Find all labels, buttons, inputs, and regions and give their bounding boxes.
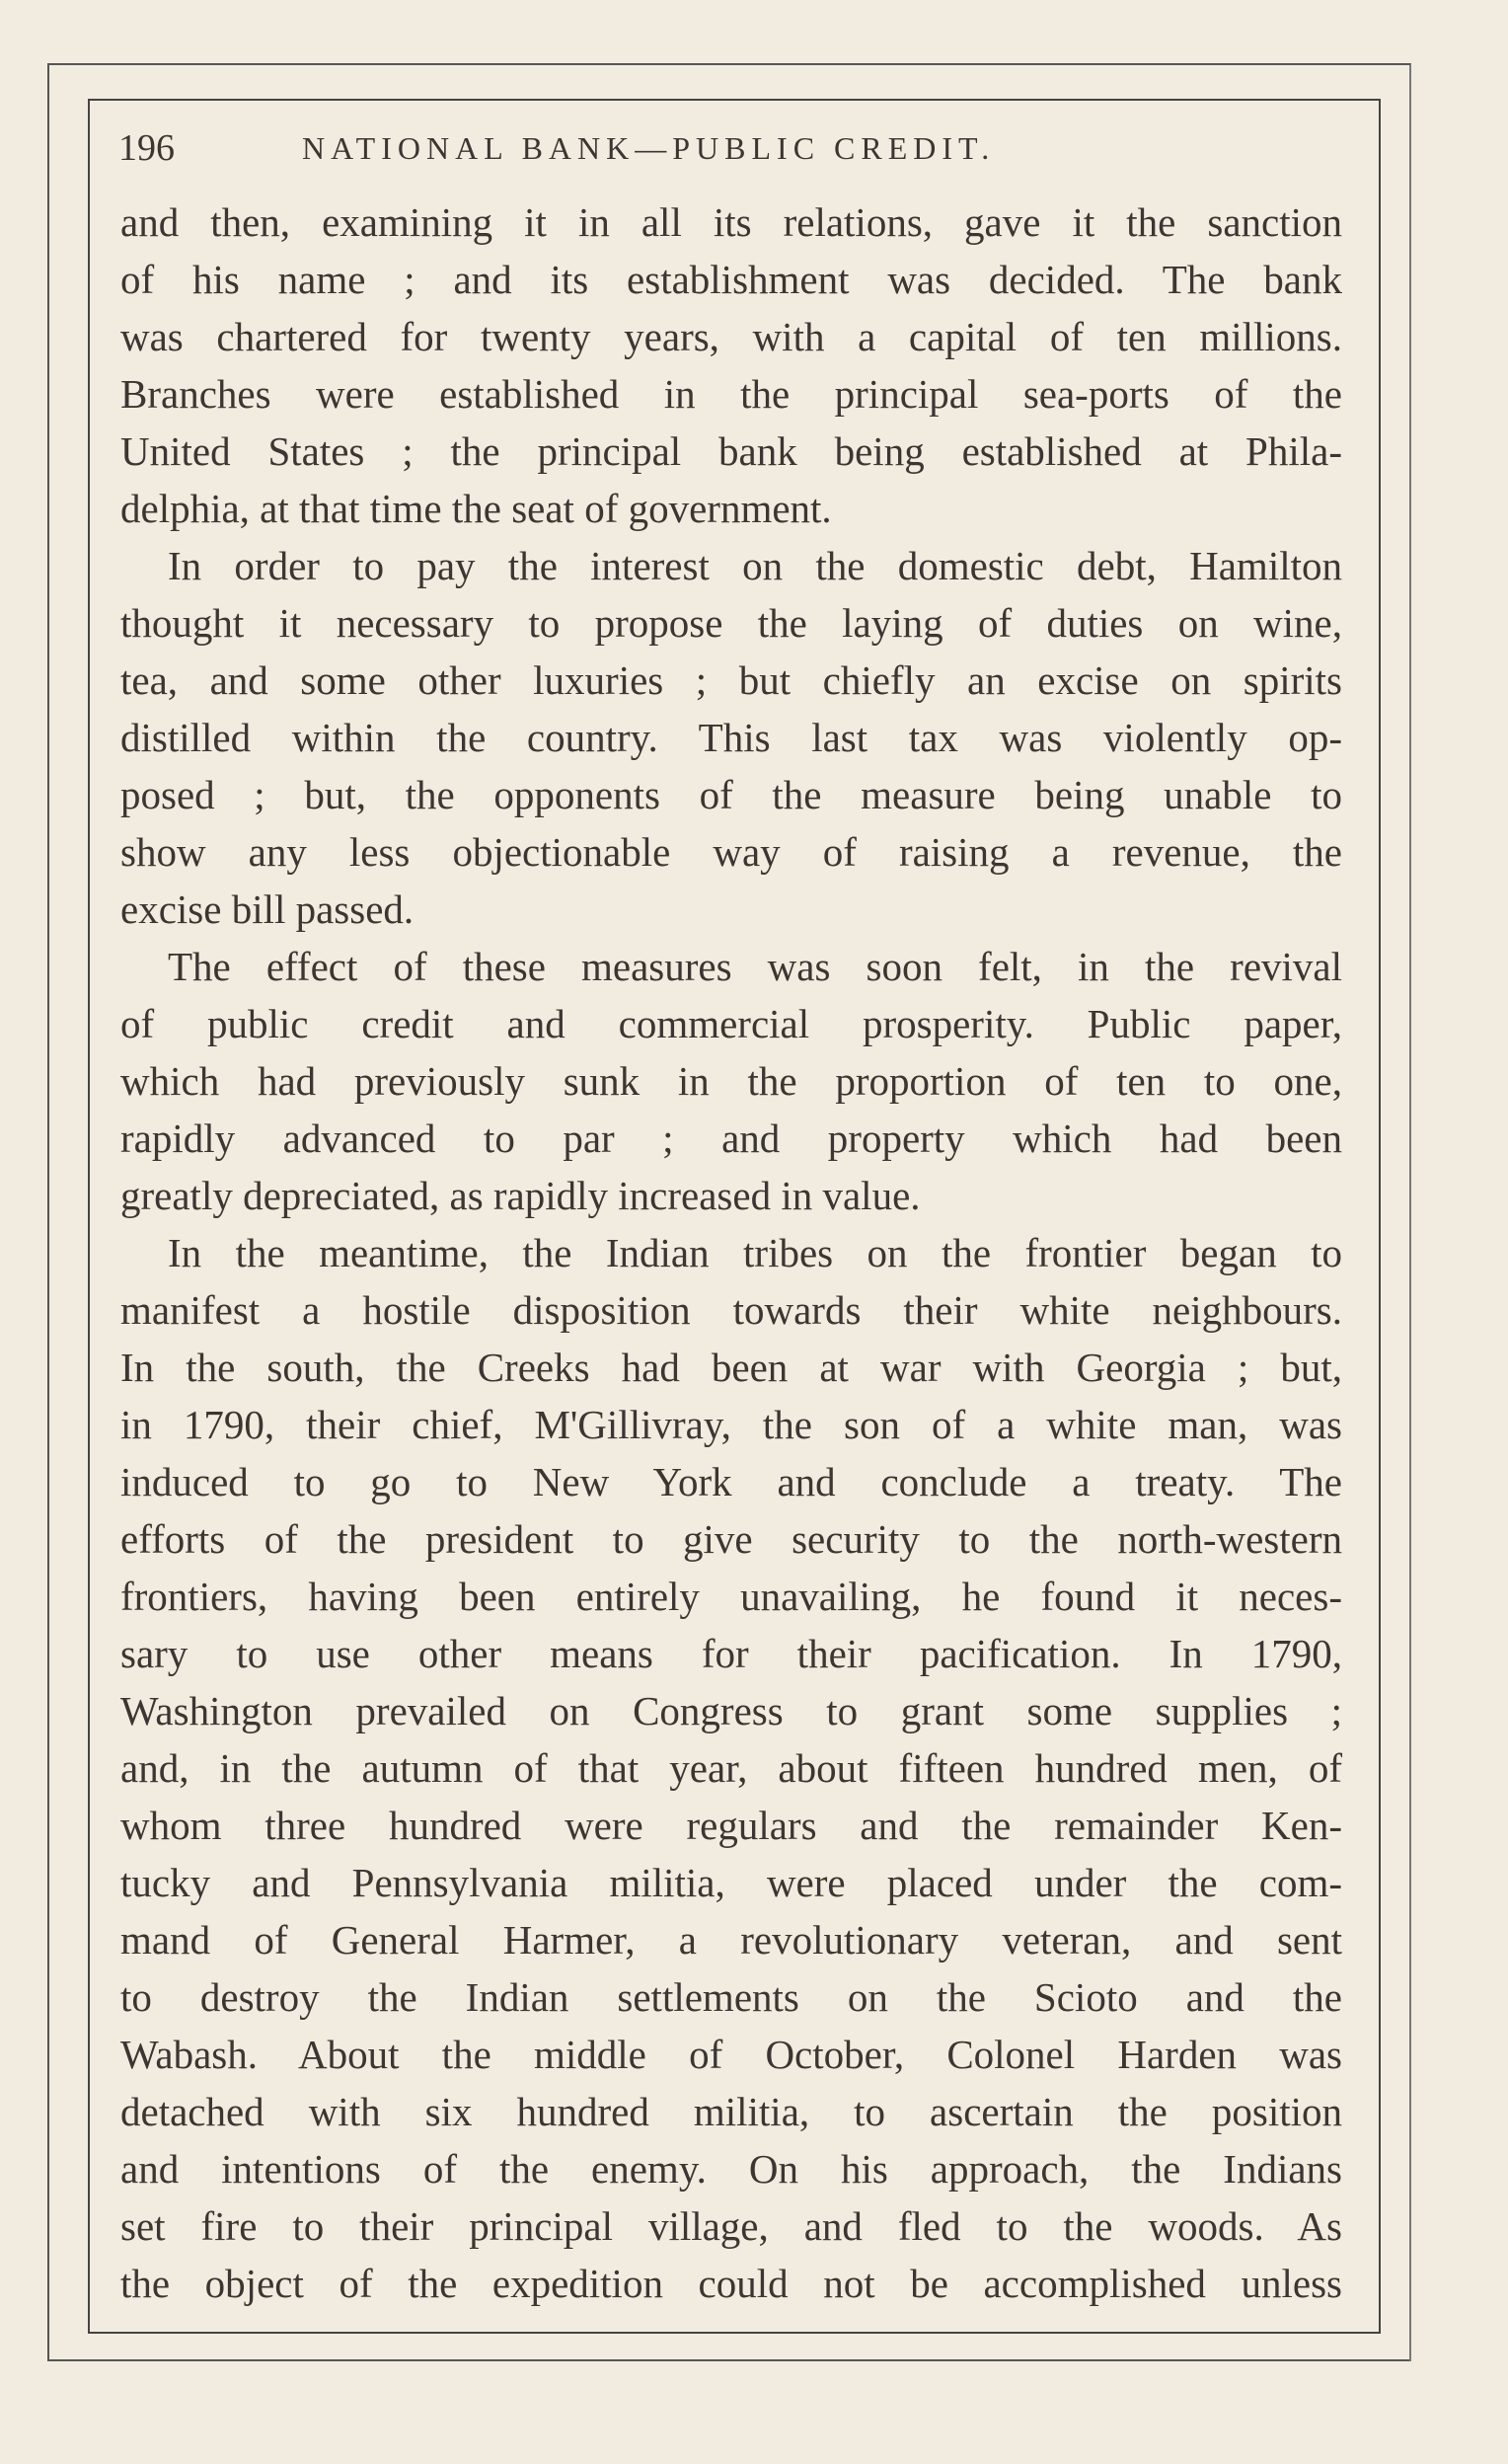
outer-bottom-rule [47, 2359, 1409, 2361]
text-line: in 1790, their chief, M'Gillivray, the son of a white man, was [120, 1402, 1342, 1447]
text-line: tucky and Pennsylvania militia, were placed under the com- [120, 1860, 1342, 1905]
text-line: tea, and some other luxuries ; but chiefly an excise on spirits [120, 657, 1342, 703]
text-line: which had previously sunk in the proportion of ten to one, [120, 1058, 1342, 1104]
text-line: of public credit and commercial prosperity. Public paper, [120, 1001, 1342, 1046]
text-line: greatly depreciated, as rapidly increased in value. [120, 1173, 921, 1218]
text-line: rapidly advanced to par ; and property which had been [120, 1116, 1342, 1161]
text-line: The effect of these measures was soon felt, in the revival [168, 944, 1342, 989]
text-line: excise bill passed. [120, 886, 415, 932]
page-header [118, 126, 1342, 176]
text-line: and, in the autumn of that year, about fifteen hundred men, of [120, 1745, 1342, 1791]
text-line: efforts of the president to give security to the north-western [120, 1516, 1342, 1562]
text-line: show any less objectionable way of raising a revenue, the [120, 829, 1342, 875]
running-head: NATIONAL BANK—PUBLIC CREDIT. [302, 130, 996, 166]
text-line: set fire to their principal village, and fled to the woods. As [120, 2203, 1342, 2249]
text-line: Washington prevailed on Congress to grant some supplies ; [120, 1688, 1342, 1733]
text-line: In the meantime, the Indian tribes on the frontier began to [168, 1230, 1342, 1275]
text-line: frontiers, having been entirely unavailing, he found it neces- [120, 1574, 1342, 1619]
body-text [120, 193, 1342, 2312]
text-line: the object of the expedition could not be accomplished unless [120, 2261, 1342, 2306]
text-line: to destroy the Indian settlements on the Scioto and the [120, 1974, 1342, 2020]
text-line: delphia, at that time the seat of government. [120, 486, 832, 531]
text-line: Branches were established in the principal sea-ports of the [120, 371, 1342, 417]
page-number: 196 [118, 127, 175, 169]
text-line: and intentions of the enemy. On his approach, the Indians [120, 2146, 1342, 2192]
text-line: of his name ; and its establishment was decided. The bank [120, 257, 1342, 302]
text-line: sary to use other means for their pacification. In 1790, [120, 1631, 1342, 1676]
text-line: and then, examining it in all its relations, gave it the sanction [120, 199, 1342, 245]
text-line: whom three hundred were regulars and the remainder Ken- [120, 1803, 1342, 1848]
text-line: In order to pay the interest on the domestic debt, Hamilton [168, 543, 1342, 588]
text-line: In the south, the Creeks had been at war with Georgia ; but, [120, 1345, 1342, 1390]
text-line: induced to go to New York and conclude a treaty. The [120, 1459, 1342, 1504]
text-line: manifest a hostile disposition towards their white neighbours. [120, 1287, 1342, 1333]
text-line: detached with six hundred militia, to ascertain the position [120, 2089, 1342, 2134]
text-line: was chartered for twenty years, with a capital of ten millions. [120, 314, 1342, 359]
text-line: Wabash. About the middle of October, Colonel Harden was [120, 2032, 1342, 2077]
text-line: mand of General Harmer, a revolutionary veteran, and sent [120, 1917, 1342, 1963]
text-line: United States ; the principal bank being established at Phila- [120, 428, 1342, 474]
text-line: posed ; but, the opponents of the measure being unable to [120, 772, 1342, 817]
text-line: thought it necessary to propose the laying of duties on wine, [120, 600, 1342, 646]
text-line: distilled within the country. This last tax was violently op- [120, 715, 1342, 760]
